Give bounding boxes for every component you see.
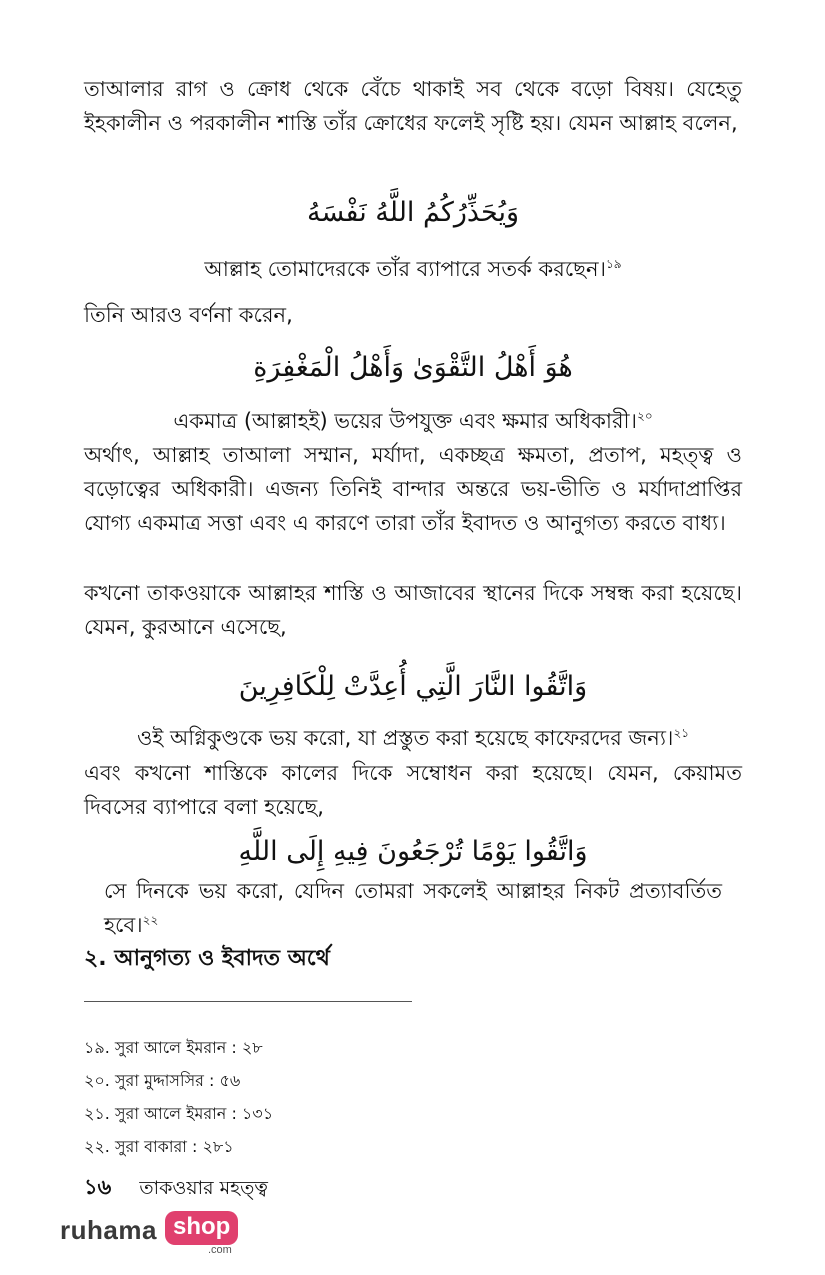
translation-4-text: সে দিনকে ভয় করো, যেদিন তোমরা সকলেই আল্লাহর নিকট প্রত্যাবর্তিত হবে। xyxy=(104,879,722,937)
footnote-ref-22: ২২ xyxy=(142,913,159,927)
translation-3-text: ওই অগ্নিকুণ্ডকে ভয় করো, যা প্রস্তুত করা হয়েছে কাফেরদের জন্য। xyxy=(136,726,674,750)
paragraph-2: তিনি আরও বর্ণনা করেন, xyxy=(84,303,293,327)
paragraph-3: অর্থাৎ, আল্লাহ তাআলা সম্মান, মর্যাদা, একচ্ছত্র ক্ষমতা, প্রতাপ, মহত্ত্ব ও বড়োত্বের অধিকারী। এজন্য তিনিই বান্দার অন্তরে ভয়-ভীতি ও মর্যাদাপ্রাপ্তির যোগ্য একমাত্র সত্তা এবং এ কারণে তারা তাঁর ইবাদত ও আনুগত্য করতে বাধ্য। xyxy=(84,443,742,535)
footnote-ref-19: ১৯ xyxy=(606,257,622,271)
arabic-verse-1: وَيُحَذِّرُكُمُ اللَّهُ نَفْسَهُ xyxy=(306,197,520,228)
footnote-19: ১৯. সুরা আলে ইমরান : ২৮ xyxy=(84,1038,263,1057)
arabic-verse-2: هُوَ أَهْلُ التَّقْوَىٰ وَأَهْلُ الْمَغْفِرَةِ xyxy=(253,352,573,383)
paragraph-1: তাআলার রাগ ও ক্রোধ থেকে বেঁচে থাকাই সব থেকে বড়ো বিষয়। যেহেতু ইহকালীন ও পরকালীন শাস্তি তাঁর ক্রোধের ফলেই সৃষ্টি হয়। যেমন আল্লাহ বলেন, xyxy=(84,77,742,135)
section-heading: ২. আনুগত্য ও ইবাদত অর্থে xyxy=(84,946,330,971)
translation-1-text: আল্লাহ তোমাদেরকে তাঁর ব্যাপারে সতর্ক করছেন। xyxy=(204,257,606,281)
running-title: তাকওয়ার মহত্ত্ব xyxy=(139,1177,268,1199)
footnote-ref-21: ২১ xyxy=(673,726,690,740)
arabic-verse-4: وَاتَّقُوا يَوْمًا تُرْجَعُونَ فِيهِ إِلَى اللَّهِ xyxy=(238,836,588,867)
translation-1 xyxy=(84,252,742,286)
paragraph-5: এবং কখনো শাস্তিকে কালের দিকে সম্বোধন করা হয়েছে। যেমন, কেয়ামত দিবসের ব্যাপারে বলা হয়েছে, xyxy=(84,761,742,819)
translation-4 xyxy=(104,874,722,942)
paragraph-4: কখনো তাকওয়াকে আল্লাহর শাস্তি ও আজাবের স্থানের দিকে সম্বন্ধ করা হয়েছে। যেমন, কুরআনে এসেছে, xyxy=(84,581,742,639)
translation-3 xyxy=(84,721,742,755)
footnote-divider xyxy=(84,1001,412,1002)
footnote-ref-20: ২০ xyxy=(637,409,653,423)
logo-shop-badge: shop xyxy=(165,1211,238,1245)
translation-2-text: একমাত্র (আল্লাহই) ভয়ের উপযুক্ত এবং ক্ষমার অধিকারী। xyxy=(173,409,638,433)
page-footer xyxy=(84,1173,268,1202)
page-number: ১৬ xyxy=(84,1175,112,1199)
logo-wordmark: ruhama xyxy=(60,1215,157,1245)
translation-2 xyxy=(84,404,742,438)
arabic-verse-3: وَاتَّقُوا النَّارَ الَّتِي أُعِدَّتْ لِلْكَافِرِينَ xyxy=(238,671,588,702)
footnote-21: ২১. সুরা আলে ইমরান : ১৩১ xyxy=(84,1104,274,1123)
logo-domain-suffix: .com xyxy=(208,1244,232,1256)
footnote-22: ২২. সুরা বাকারা : ২৮১ xyxy=(84,1137,234,1156)
footnote-20: ২০. সুরা মুদ্দাসসির : ৫৬ xyxy=(84,1071,241,1090)
